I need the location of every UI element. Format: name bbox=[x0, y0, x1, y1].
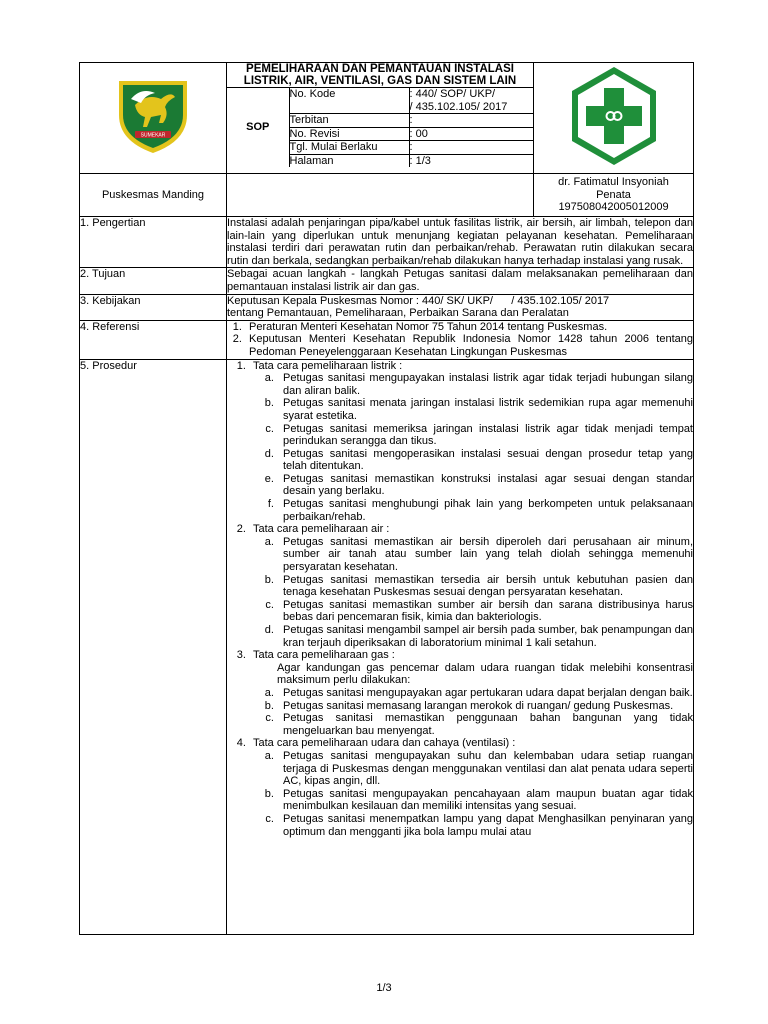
text-tujuan: Sebagai acuan langkah - langkah Petugas sanitasi dalam melaksanakan pemeliharaan dan pemantauan instalasi listrik air dan gas. bbox=[227, 268, 693, 293]
prosedur-item: f. Petugas sanitasi menghubungi pihak lain yang berkompeten untuk pelaksanaan perbaikan/rehab. bbox=[277, 498, 693, 523]
signatory-nip: 197508042005012009 bbox=[558, 201, 669, 214]
field-label-revisi: No. Revisi bbox=[289, 127, 409, 141]
text-kebijakan: Keputusan Kepala Puskesmas Nomor : 440/ SK/ UKP/ / 435.102.105/ 2017 tentang Pemantauan, Pemeliharaan, Perbaikan Sarana dan Peralatan bbox=[227, 294, 694, 320]
sign-blank bbox=[227, 174, 534, 217]
field-value-kode: : 440/ SOP/ UKP/ bbox=[409, 88, 533, 101]
field-value-tgl: : bbox=[409, 141, 533, 155]
prosedur-item: c. Petugas sanitasi menempatkan lampu yang dapat Menghasilkan penyinaran yang optimum dan mengganti jika bola lampu mulai atau bbox=[277, 813, 693, 838]
prosedur-item: a. Petugas sanitasi mengupayakan instalasi listrik agar tidak terjadi hubungan silang dan aliran balik. bbox=[277, 372, 693, 397]
sop-label: SOP bbox=[227, 88, 289, 168]
label-pengertian: 1. Pengertian bbox=[80, 217, 227, 268]
label-prosedur: 5. Prosedur bbox=[80, 359, 227, 934]
referensi-item: 2. Keputusan Menteri Kesehatan Republik Indonesia Nomor 1428 tahun 2006 tentang Pedoman Peneyelenggaraan Kesehatan Lingkungan Puskesmas bbox=[245, 333, 693, 358]
prosedur-group-ventilasi: 4. Tata cara pemeliharaan udara dan cahaya (ventilasi) : a. Petugas sanitasi mengupayakan suhu dan kelembaban udara setiap ruangan terjaga di Puskesmas dengan menggunakan ventilasi dan alat penata udara seperti AC, kipas angin, dll. b. Petugas sanitasi mengupayakan pencahayaan alam maupun buatan agar tidak menimbulkan kesilauan dan memiliki intensitas yang sesuai. c. Petugas sanitasi menempatkan lampu yang dapat Menghasilkan penyinaran yang optimum dan mengganti jika bola lampu mulai atau bbox=[249, 737, 693, 838]
field-value-halaman: : 1/3 bbox=[409, 154, 533, 167]
label-tujuan: 2. Tujuan bbox=[80, 268, 227, 294]
label-referensi: 4. Referensi bbox=[80, 320, 227, 359]
sop-table bbox=[79, 62, 694, 935]
label-kebijakan: 3. Kebijakan bbox=[80, 294, 227, 320]
prosedur-item: b. Petugas sanitasi menata jaringan instalasi listrik sedemikian rupa agar memenuhi syarat estetika. bbox=[277, 397, 693, 422]
signatory-name: dr. Fatimatul Insyoniah bbox=[558, 176, 669, 188]
signatory-block bbox=[534, 174, 694, 217]
field-label-tgl: Tgl. Mulai Berlaku bbox=[289, 141, 409, 155]
referensi-item: 1. Peraturan Menteri Kesehatan Nomor 75 Tahun 2014 tentang Puskesmas. bbox=[245, 321, 693, 334]
field-label-halaman: Halaman bbox=[289, 154, 409, 167]
prosedur-item: b. Petugas sanitasi memastikan tersedia air bersih untuk kebutuhan pasien dan tenaga kesehatan Puskesmas sesuai dengan persyaratan kesehatan. bbox=[277, 574, 693, 599]
prosedur-item: c. Petugas sanitasi memeriksa jaringan instalasi listrik agar tidak menjadi tempat perindukan serangga dan tikus. bbox=[277, 423, 693, 448]
document-title: PEMELIHARAAN DAN PEMANTAUAN INSTALASI LISTRIK, AIR, VENTILASI, GAS DAN SISTEM LAIN bbox=[227, 63, 533, 88]
field-value-terbitan: : bbox=[409, 114, 533, 128]
prosedur-group-gas: 3. Tata cara pemeliharaan gas : Agar kandungan gas pencemar dalam udara ruangan tidak melebihi konsentrasi maksimum perlu dilakukan: a. Petugas sanitasi mengupayakan agar pertukaran udara dapat berjalan dengan baik. b. Petugas sanitasi memasang larangan merokok di ruangan/ gedung Puskesmas. c. Petugas sanitasi memastikan penggunaan bahan bangunan yang tidak mengeluarkan bau menyengat. bbox=[249, 649, 693, 737]
field-label-kode-cont bbox=[289, 101, 409, 114]
prosedur-item: a. Petugas sanitasi mengupayakan agar pertukaran udara dapat berjalan dengan baik. bbox=[277, 687, 693, 700]
prosedur-item: e. Petugas sanitasi memastikan konstruksi instalasi agar sesuai dengan standar desain yang berlaku. bbox=[277, 473, 693, 498]
header-center bbox=[227, 63, 534, 174]
puskesmas-cross-logo bbox=[562, 64, 666, 168]
prosedur-item: a. Petugas sanitasi mengupayakan suhu dan kelembaban udara setiap ruangan terjaga di Puskesmas dengan menggunakan ventilasi dan alat penata udara seperti AC, kipas angin, dll. bbox=[277, 750, 693, 788]
prosedur-group-air: 2. Tata cara pemeliharaan air : a. Petugas sanitasi memastikan air bersih diperoleh dari perusahaan air minum, sumber air tanah atau sumber lain yang telah diolah sehingga memenuhi persyaratan kesehatan. b. Petugas sanitasi memastikan tersedia air bersih untuk kebutuhan pasien dan tenaga kesehatan Puskesmas sesuai dengan persyaratan kesehatan. c. Petugas sanitasi memastikan sumber air bersih dan sarana distribusinya harus bebas dari pencemaran fisik, kimia dan bakteriologis. d. Petugas sanitasi mengambil sampel air bersih pada sumber, bak penampungan dan kran terjauh diperiksakan di laboratorium minimal 1 kali setahun. bbox=[249, 523, 693, 649]
right-logo-cell bbox=[534, 63, 694, 174]
regency-shield-logo bbox=[113, 75, 193, 157]
prosedur-item: a. Petugas sanitasi memastikan air bersih diperoleh dari perusahaan air minum, sumber air tanah atau sumber lain yang telah diolah sehingga memenuhi persyaratan kesehatan. bbox=[277, 536, 693, 574]
prosedur-item: b. Petugas sanitasi mengupayakan pencahayaan alam maupun buatan agar tidak menimbulkan kesilauan dan memiliki intensitas yang sesuai. bbox=[277, 788, 693, 813]
prosedur-item: c. Petugas sanitasi memastikan sumber air bersih dan sarana distribusinya harus bebas dari pencemaran fisik, kimia dan bakteriologis. bbox=[277, 599, 693, 624]
prosedur-group-listrik: 1. Tata cara pemeliharaan listrik : a. Petugas sanitasi mengupayakan instalasi listrik agar tidak terjadi hubungan silang dan aliran balik. b. Petugas sanitasi menata jaringan instalasi listrik sedemikian rupa agar memenuhi syarat estetika. c. Petugas sanitasi memeriksa jaringan instalasi listrik agar tidak menjadi tempat perindukan serangga dan tikus. d. Petugas sanitasi mengoperasikan instalasi sesuai dengan prosedur tetap yang telah ditentukan. e. Petugas sanitasi memastikan konstruksi instalasi agar sesuai dengan standar desain yang berlaku. f. Petugas sanitasi menghubungi pihak lain yang berkompeten untuk pelaksanaan perbaikan/rehab. bbox=[249, 360, 693, 524]
prosedur-item: b. Petugas sanitasi memasang larangan merokok di ruangan/ gedung Puskesmas. bbox=[277, 700, 693, 713]
prosedur-item: d. Petugas sanitasi mengambil sampel air bersih pada sumber, bak penampungan dan kran terjauh diperiksakan di laboratorium minimal 1 kali setahun. bbox=[277, 624, 693, 649]
prosedur-item: d. Petugas sanitasi mengoperasikan instalasi sesuai dengan prosedur tetap yang telah ditentukan. bbox=[277, 448, 693, 473]
field-value-kode-cont: / 435.102.105/ 2017 bbox=[409, 101, 533, 114]
signatory-rank: Penata bbox=[596, 188, 631, 201]
organization-name: Puskesmas Manding bbox=[80, 174, 227, 217]
left-logo-cell bbox=[80, 63, 227, 174]
list-prosedur bbox=[227, 359, 694, 934]
text-pengertian: Instalasi adalah penjaringan pipa/kabel untuk fasilitas listrik, air bersih, air limbah, telepon dan lain-lain yang diperlukan untuk menunjang kegiatan pelayanan kesehatan. Pemeliharaan instalasi terdiri dari perawatan rutin dan perbaikan/rehab. Perawatan rutin dilakukan secara rutin dan berkala, sedangkan perbaikan/rehab dilakukan hanya terhadap instalasi yang rusak. bbox=[227, 217, 693, 267]
prosedur-item: c. Petugas sanitasi memastikan penggunaan bahan bangunan yang tidak mengeluarkan bau menyengat. bbox=[277, 712, 693, 737]
logo-banner-text: SUMEKAR bbox=[140, 132, 166, 138]
gas-intro: Agar kandungan gas pencemar dalam udara ruangan tidak melebihi konsentrasi maksimum perlu dilakukan: bbox=[277, 661, 693, 687]
field-label-kode: No. Kode bbox=[289, 88, 409, 101]
list-referensi bbox=[227, 320, 694, 359]
page-number: 1/3 bbox=[376, 982, 392, 994]
field-label-terbitan: Terbitan bbox=[289, 114, 409, 128]
field-value-revisi: : 00 bbox=[409, 127, 533, 141]
